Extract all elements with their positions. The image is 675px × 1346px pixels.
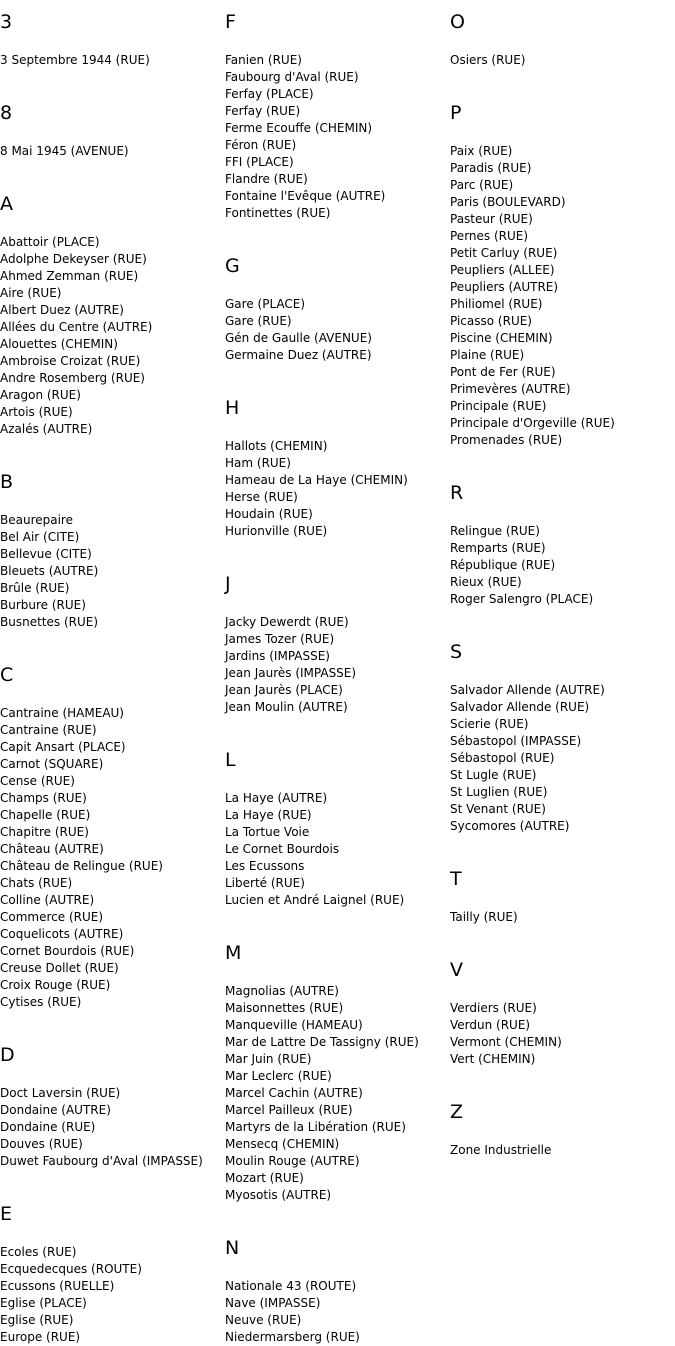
street-list-item: Cantraine (RUE) <box>0 723 97 737</box>
letter-heading: O <box>450 11 465 33</box>
letter-group <box>225 396 450 540</box>
street-list <box>0 143 225 160</box>
street-list-item: Ferfay (PLACE) <box>225 87 314 101</box>
group-spacer <box>0 69 225 101</box>
street-list-item: Adolphe Dekeyser (RUE) <box>0 252 147 266</box>
letter-heading: P <box>450 102 462 124</box>
letter-heading: C <box>0 664 14 686</box>
street-list-item: Neuve (RUE) <box>225 1313 302 1327</box>
letter-heading: V <box>450 959 463 981</box>
street-list-item: Château de Relingue (RUE) <box>0 859 163 873</box>
street-list-item: Verdun (RUE) <box>450 1018 531 1032</box>
index-column-2 <box>225 10 450 1346</box>
letter-heading: N <box>225 1237 240 1259</box>
letter-group <box>450 481 675 608</box>
street-list-item: Albert Duez (AUTRE) <box>0 303 124 317</box>
group-spacer <box>225 540 450 572</box>
street-list-item: Tailly (RUE) <box>450 910 518 924</box>
street-list-item: Ecquedecques (ROUTE) <box>0 1262 142 1276</box>
street-list <box>225 52 450 222</box>
letter-group <box>225 10 450 222</box>
letter-heading: J <box>225 573 231 595</box>
street-list-item: Fontinettes (RUE) <box>225 206 331 220</box>
street-list <box>225 614 450 716</box>
street-list-item: Fontaine l'Evêque (AUTRE) <box>225 189 386 203</box>
street-list-item: Zone Industrielle <box>450 1143 552 1157</box>
street-list-item: Jean Jaurès (PLACE) <box>225 683 343 697</box>
street-list-item: Principale (RUE) <box>450 399 547 413</box>
letter-heading: T <box>450 868 462 890</box>
street-list-item: FFI (PLACE) <box>225 155 294 169</box>
street-list-item: Gare (PLACE) <box>225 297 306 311</box>
street-list-item: Peupliers (AUTRE) <box>450 280 559 294</box>
street-list-item: Herse (RUE) <box>225 490 298 504</box>
group-spacer <box>450 608 675 640</box>
street-list-item: Fanien (RUE) <box>225 53 302 67</box>
street-list-item: Rieux (RUE) <box>450 575 522 589</box>
letter-heading: S <box>450 641 463 663</box>
group-spacer <box>450 926 675 958</box>
street-list-item: Ambroise Croizat (RUE) <box>0 354 141 368</box>
street-list-item: Azalés (AUTRE) <box>0 422 93 436</box>
street-list-item: Carnot (SQUARE) <box>0 757 104 771</box>
street-list-item: Liberté (RUE) <box>225 876 305 890</box>
street-list-item: Salvador Allende (AUTRE) <box>450 683 605 697</box>
letter-heading: D <box>0 1044 15 1066</box>
street-list-item: Relingue (RUE) <box>450 524 540 538</box>
letter-heading: Z <box>450 1101 464 1123</box>
letter-group <box>450 867 675 926</box>
street-list-item: Maisonnettes (RUE) <box>225 1001 344 1015</box>
street-list-item: Martyrs de la Libération (RUE) <box>225 1120 406 1134</box>
street-list-item: Pernes (RUE) <box>450 229 529 243</box>
street-list-item: Bellevue (CITE) <box>0 547 92 561</box>
street-list-item: Féron (RUE) <box>225 138 297 152</box>
letter-heading: E <box>0 1203 13 1225</box>
street-list-item: 3 Septembre 1944 (RUE) <box>0 53 150 67</box>
street-list <box>0 512 225 631</box>
street-list-item: Chats (RUE) <box>0 876 73 890</box>
letter-heading: F <box>225 11 236 33</box>
street-list-item: Verdiers (RUE) <box>450 1001 537 1015</box>
street-list <box>225 1278 450 1346</box>
street-list-item: La Tortue Voie <box>225 825 310 839</box>
street-list-item: La Haye (RUE) <box>225 808 312 822</box>
street-list-item: Roger Salengro (PLACE) <box>450 592 594 606</box>
index-column-3 <box>450 10 675 1159</box>
street-list-item: Marcel Pailleux (RUE) <box>225 1103 353 1117</box>
street-list-item: Promenades (RUE) <box>450 433 563 447</box>
street-list <box>450 523 675 608</box>
street-list <box>225 438 450 540</box>
street-list-item: Bel Air (CITE) <box>0 530 80 544</box>
street-list-item: Eglise (PLACE) <box>0 1296 87 1310</box>
street-list-item: Ferme Ecouffe (CHEMIN) <box>225 121 373 135</box>
group-spacer <box>0 438 225 470</box>
street-list-item: Les Ecussons <box>225 859 305 873</box>
street-list-item: Nave (IMPASSE) <box>225 1296 321 1310</box>
street-list-item: Parc (RUE) <box>450 178 514 192</box>
street-list-item: Philiomel (RUE) <box>450 297 543 311</box>
street-list-item: Cantraine (HAMEAU) <box>0 706 124 720</box>
street-list-item: Capit Ansart (PLACE) <box>0 740 126 754</box>
street-list-item: Plaine (RUE) <box>450 348 525 362</box>
street-list-item: Coquelicots (AUTRE) <box>0 927 124 941</box>
group-spacer <box>225 364 450 396</box>
street-list <box>225 296 450 364</box>
street-list-item: Commerce (RUE) <box>0 910 104 924</box>
street-list-item: Abattoir (PLACE) <box>0 235 100 249</box>
letter-group <box>225 941 450 1204</box>
street-list-item: Sébastopol (RUE) <box>450 751 555 765</box>
street-list-item: Ahmed Zemman (RUE) <box>0 269 139 283</box>
street-list-item: St Luglien (RUE) <box>450 785 548 799</box>
street-list-item: Sycomores (AUTRE) <box>450 819 570 833</box>
street-list-item: Jean Moulin (AUTRE) <box>225 700 348 714</box>
street-list-item: République (RUE) <box>450 558 556 572</box>
group-spacer <box>0 1011 225 1043</box>
street-list-item: Dondaine (RUE) <box>0 1120 96 1134</box>
street-list-item: Faubourg d'Aval (RUE) <box>225 70 359 84</box>
street-list-item: Ecoles (RUE) <box>0 1245 77 1259</box>
street-list-item: Moulin Rouge (AUTRE) <box>225 1154 360 1168</box>
street-list-item: Osiers (RUE) <box>450 53 526 67</box>
letter-group <box>450 1100 675 1159</box>
letter-group <box>0 192 225 438</box>
letter-heading: G <box>225 255 240 277</box>
street-list-item: Peupliers (ALLEE) <box>450 263 555 277</box>
street-list-item: Niedermarsberg (RUE) <box>225 1330 360 1344</box>
street-list-item: Mensecq (CHEMIN) <box>225 1137 340 1151</box>
street-list-item: Mar Juin (RUE) <box>225 1052 312 1066</box>
street-list-item: Burbure (RUE) <box>0 598 86 612</box>
street-list-item: Chapelle (RUE) <box>0 808 91 822</box>
street-list-item: Aire (RUE) <box>0 286 62 300</box>
letter-heading: A <box>0 193 13 215</box>
street-list-item: Marcel Cachin (AUTRE) <box>225 1086 363 1100</box>
street-list-item: Europe (RUE) <box>0 1330 81 1344</box>
group-spacer <box>0 631 225 663</box>
street-list-item: Creuse Dollet (RUE) <box>0 961 119 975</box>
street-list-item: Germaine Duez (AUTRE) <box>225 348 372 362</box>
street-list-item: Lucien et André Laignel (RUE) <box>225 893 405 907</box>
street-list <box>450 143 675 449</box>
street-list-item: Cornet Bourdois (RUE) <box>0 944 135 958</box>
letter-heading: 3 <box>0 11 13 33</box>
street-list-item: St Lugle (RUE) <box>450 768 537 782</box>
street-list-item: Pasteur (RUE) <box>450 212 533 226</box>
street-list-item: La Haye (AUTRE) <box>225 791 328 805</box>
street-list-item: Salvador Allende (RUE) <box>450 700 590 714</box>
group-spacer <box>450 69 675 101</box>
street-list-item: Piscine (CHEMIN) <box>450 331 553 345</box>
street-list-item: Vert (CHEMIN) <box>450 1052 536 1066</box>
street-list <box>225 790 450 909</box>
street-list-item: Allées du Centre (AUTRE) <box>0 320 153 334</box>
street-list-item: Manqueville (HAMEAU) <box>225 1018 363 1032</box>
letter-group <box>0 663 225 1011</box>
letter-group <box>450 10 675 69</box>
street-list-item: Bleuets (AUTRE) <box>0 564 99 578</box>
street-list-item: Sébastopol (IMPASSE) <box>450 734 582 748</box>
street-list <box>450 1142 675 1159</box>
street-list <box>0 1244 225 1346</box>
letter-group <box>450 958 675 1068</box>
letter-group <box>0 10 225 69</box>
street-list-item: Le Cornet Bourdois <box>225 842 340 856</box>
street-list-item: Hallots (CHEMIN) <box>225 439 328 453</box>
street-list-item: Jean Jaurès (IMPASSE) <box>225 666 357 680</box>
letter-heading: 8 <box>0 102 13 124</box>
street-list-item: Houdain (RUE) <box>225 507 313 521</box>
street-list-item: Champs (RUE) <box>0 791 87 805</box>
street-list <box>450 52 675 69</box>
letter-group <box>225 1236 450 1346</box>
letter-group <box>0 470 225 631</box>
street-list-item: Duwet Faubourg d'Aval (IMPASSE) <box>0 1154 203 1168</box>
group-spacer <box>225 716 450 748</box>
street-list-item: Busnettes (RUE) <box>0 615 99 629</box>
street-list <box>0 705 225 1011</box>
street-list <box>0 234 225 438</box>
street-list-item: Croix Rouge (RUE) <box>0 978 111 992</box>
street-list-item: Primevères (AUTRE) <box>450 382 571 396</box>
street-list-item: Colline (AUTRE) <box>0 893 95 907</box>
street-list-item: Ham (RUE) <box>225 456 291 470</box>
street-list-item: Paris (BOULEVARD) <box>450 195 566 209</box>
street-list <box>450 1000 675 1068</box>
letter-group <box>0 1043 225 1170</box>
letter-group <box>0 101 225 160</box>
street-list-item: Cytises (RUE) <box>0 995 82 1009</box>
street-list-item: Gén de Gaulle (AVENUE) <box>225 331 372 345</box>
street-list-item: Andre Rosemberg (RUE) <box>0 371 145 385</box>
street-list-item: Cense (RUE) <box>0 774 75 788</box>
street-list-item: St Venant (RUE) <box>450 802 546 816</box>
street-list-item: Scierie (RUE) <box>450 717 529 731</box>
letter-group <box>225 254 450 364</box>
letter-group <box>0 1202 225 1346</box>
street-list-item: Gare (RUE) <box>225 314 292 328</box>
group-spacer <box>225 222 450 254</box>
street-list-item: Vermont (CHEMIN) <box>450 1035 562 1049</box>
street-list-item: Hameau de La Haye (CHEMIN) <box>225 473 408 487</box>
letter-heading: B <box>0 471 14 493</box>
street-list-item: Mar Leclerc (RUE) <box>225 1069 332 1083</box>
letter-heading: H <box>225 397 240 419</box>
street-list-item: Aragon (RUE) <box>0 388 81 402</box>
street-list-item: Douves (RUE) <box>0 1137 83 1151</box>
street-list-item: Chapitre (RUE) <box>0 825 89 839</box>
group-spacer <box>450 449 675 481</box>
street-list-item: Doct Laversin (RUE) <box>0 1086 121 1100</box>
street-list-item: Pont de Fer (RUE) <box>450 365 556 379</box>
street-list-item: Alouettes (CHEMIN) <box>0 337 118 351</box>
letter-group <box>225 748 450 909</box>
street-list-item: Mozart (RUE) <box>225 1171 304 1185</box>
letter-group <box>450 101 675 449</box>
street-list-item: Jardins (IMPASSE) <box>225 649 330 663</box>
street-list-item: Nationale 43 (ROUTE) <box>225 1279 357 1293</box>
street-list-item: Paradis (RUE) <box>450 161 532 175</box>
street-list-item: Artois (RUE) <box>0 405 73 419</box>
street-list <box>450 909 675 926</box>
street-list <box>450 682 675 835</box>
group-spacer <box>225 1204 450 1236</box>
street-list <box>0 52 225 69</box>
group-spacer <box>225 909 450 941</box>
letter-group <box>450 640 675 835</box>
group-spacer <box>0 1170 225 1202</box>
index-column-1 <box>0 10 225 1346</box>
street-list-item: Ecussons (RUELLE) <box>0 1279 115 1293</box>
group-spacer <box>450 1068 675 1100</box>
street-list-item: Myosotis (AUTRE) <box>225 1188 332 1202</box>
street-list-item: Flandre (RUE) <box>225 172 308 186</box>
letter-heading: M <box>225 942 242 964</box>
street-list-item: Brûle (RUE) <box>0 581 70 595</box>
letter-group <box>225 572 450 716</box>
street-list-item: Petit Carluy (RUE) <box>450 246 558 260</box>
street-list-item: Dondaine (AUTRE) <box>0 1103 111 1117</box>
street-list-item: Principale d'Orgeville (RUE) <box>450 416 615 430</box>
street-list-item: Jacky Dewerdt (RUE) <box>225 615 349 629</box>
street-list-item: James Tozer (RUE) <box>225 632 335 646</box>
group-spacer <box>450 835 675 867</box>
street-list-item: Picasso (RUE) <box>450 314 532 328</box>
street-list <box>0 1085 225 1170</box>
street-list-item: Hurionville (RUE) <box>225 524 328 538</box>
street-list-item: Ferfay (RUE) <box>225 104 301 118</box>
street-list-item: Beaurepaire <box>0 513 73 527</box>
street-list-item: Remparts (RUE) <box>450 541 546 555</box>
street-list-item: 8 Mai 1945 (AVENUE) <box>0 144 129 158</box>
letter-heading: L <box>225 749 236 771</box>
street-list <box>225 983 450 1204</box>
street-list-item: Eglise (RUE) <box>0 1313 74 1327</box>
street-list-item: Mar de Lattre De Tassigny (RUE) <box>225 1035 419 1049</box>
group-spacer <box>0 160 225 192</box>
street-list-item: Paix (RUE) <box>450 144 513 158</box>
street-list-item: Château (AUTRE) <box>0 842 104 856</box>
street-list-item: Magnolias (AUTRE) <box>225 984 339 998</box>
letter-heading: R <box>450 482 464 504</box>
